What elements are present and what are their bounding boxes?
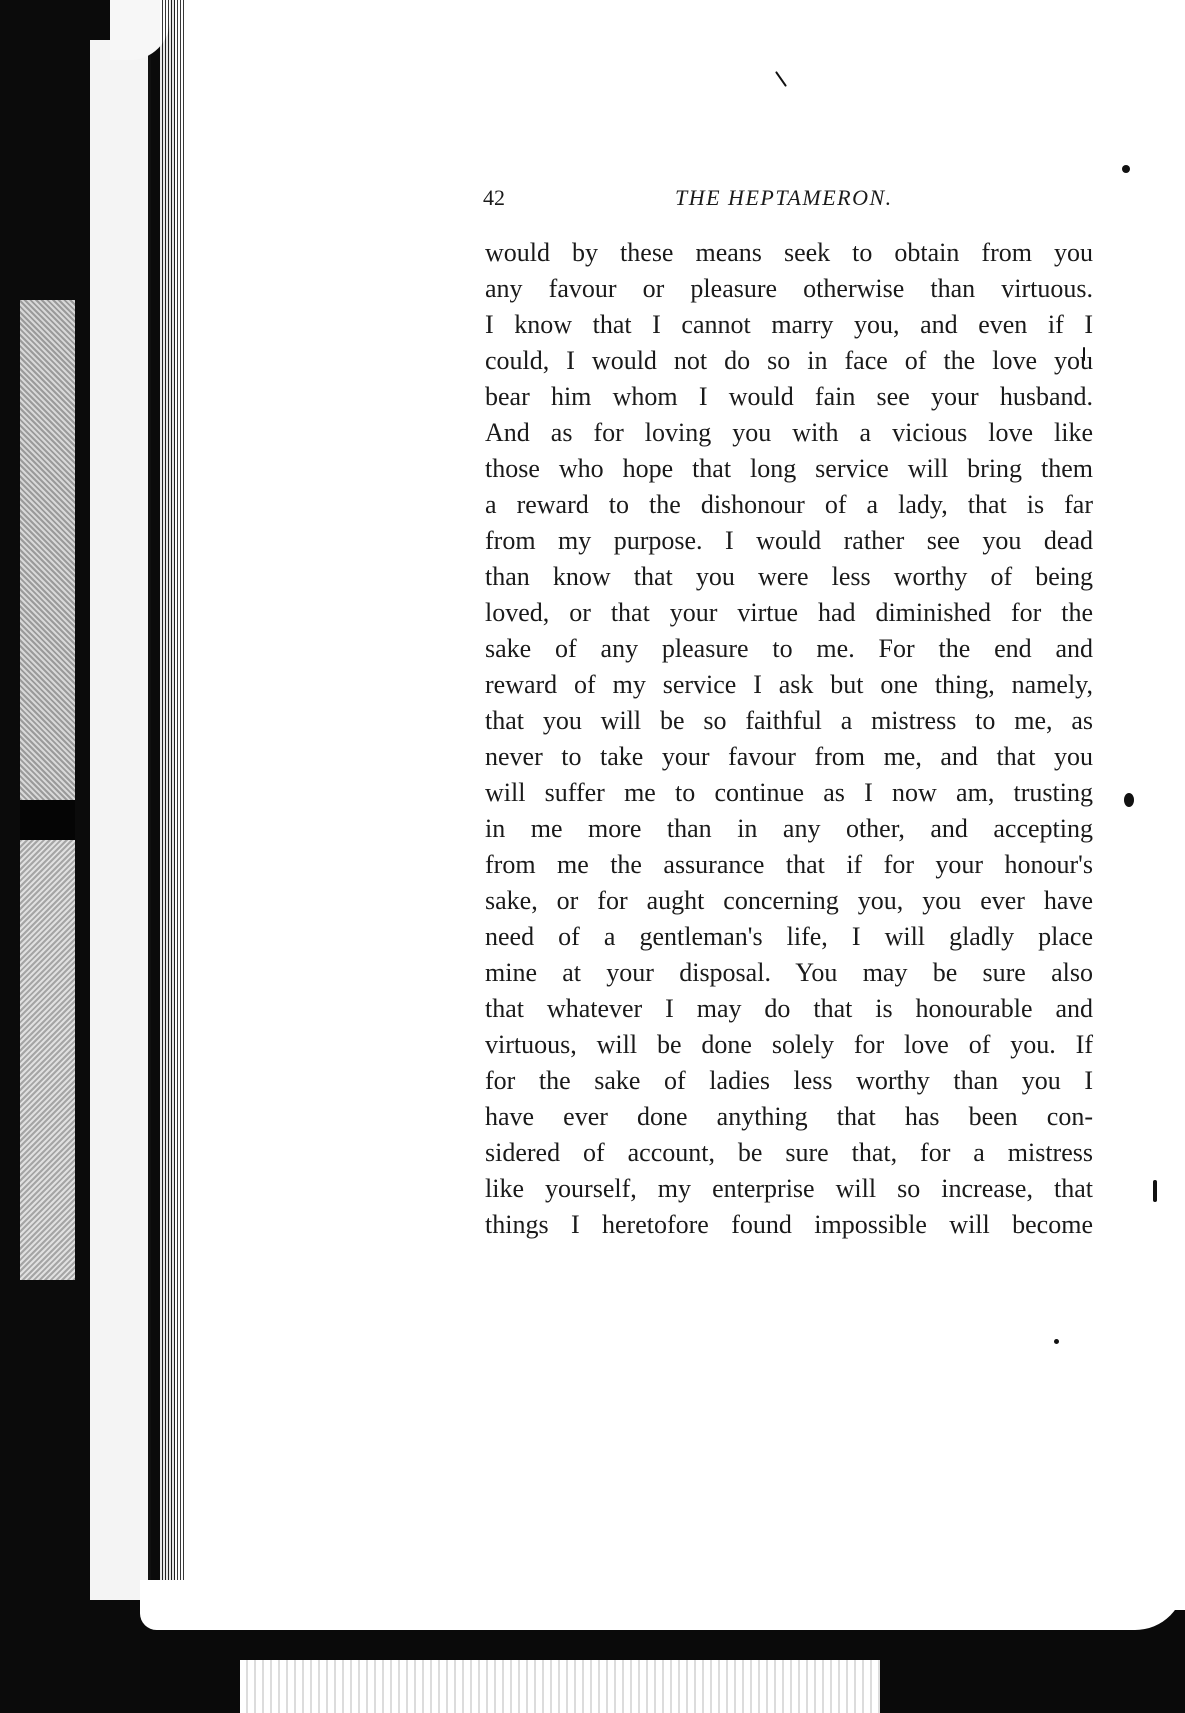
text-line: from me the assurance that if for your honour's <box>485 850 1093 879</box>
text-line: reward of my service I ask but one thing, namely, <box>485 670 1093 699</box>
body-text <box>485 235 1093 1243</box>
spine-speckle-texture-lower <box>20 840 75 1280</box>
text-line: I know that I cannot marry you, and even if I <box>485 310 1093 339</box>
scan-speck <box>1153 1180 1157 1202</box>
bottom-page-lip <box>140 1580 1185 1630</box>
text-line: for the sake of ladies less worthy than you I <box>485 1066 1093 1095</box>
scan-speck <box>1124 793 1134 807</box>
page-stack-lines <box>160 0 186 1713</box>
text-line: loved, or that your virtue had diminished for the <box>485 598 1093 627</box>
text-line: sidered of account, be sure that, for a mistress <box>485 1138 1093 1167</box>
text-line: bear him whom I would fain see your husband. <box>485 382 1093 411</box>
scan-speck <box>1054 1339 1059 1344</box>
spine-speckle-texture <box>20 300 75 800</box>
text-line: never to take your favour from me, and that you <box>485 742 1093 771</box>
running-title: THE HEPTAMERON. <box>675 185 893 210</box>
text-line: would by these means seek to obtain from you <box>485 238 1093 267</box>
text-line: a reward to the dishonour of a lady, that is far <box>485 490 1093 519</box>
page-number: 42 <box>483 185 505 210</box>
spine-dark-band <box>20 800 75 840</box>
bottom-scan-strip <box>240 1660 880 1713</box>
text-line: sake, or for aught concerning you, you ever have <box>485 886 1093 915</box>
text-line: like yourself, my enterprise will so increase, that <box>485 1174 1093 1203</box>
text-line: need of a gentleman's life, I will gladly place <box>485 922 1093 951</box>
scan-speck <box>1122 165 1130 173</box>
text-line: any favour or pleasure otherwise than virtuous. <box>485 274 1093 303</box>
text-line: sake of any pleasure to me. For the end and <box>485 634 1093 663</box>
scan-speck <box>775 71 787 87</box>
text-line: mine at your disposal. You may be sure also <box>485 958 1093 987</box>
text-line: have ever done anything that has been con- <box>485 1102 1093 1131</box>
book-spine-shadow <box>0 0 175 1713</box>
text-line: from my purpose. I would rather see you dead <box>485 526 1093 555</box>
text-line: than know that you were less worthy of being <box>485 562 1093 591</box>
text-line: in me more than in any other, and accepting <box>485 814 1093 843</box>
text-line: will suffer me to continue as I now am, trusting <box>485 778 1093 807</box>
spine-page-edge <box>90 40 151 1600</box>
text-line: that whatever I may do that is honourable and <box>485 994 1093 1023</box>
text-line: that you will be so faithful a mistress to me, as <box>485 706 1093 735</box>
text-line: could, I would not do so in face of the love you <box>485 346 1093 375</box>
text-line: virtuous, will be done solely for love of you. If <box>485 1030 1093 1059</box>
text-line: And as for loving you with a vicious love like <box>485 418 1093 447</box>
text-line: those who hope that long service will bring them <box>485 454 1093 483</box>
running-head <box>483 180 1095 216</box>
text-line: things I heretofore found impossible will become <box>485 1210 1093 1239</box>
